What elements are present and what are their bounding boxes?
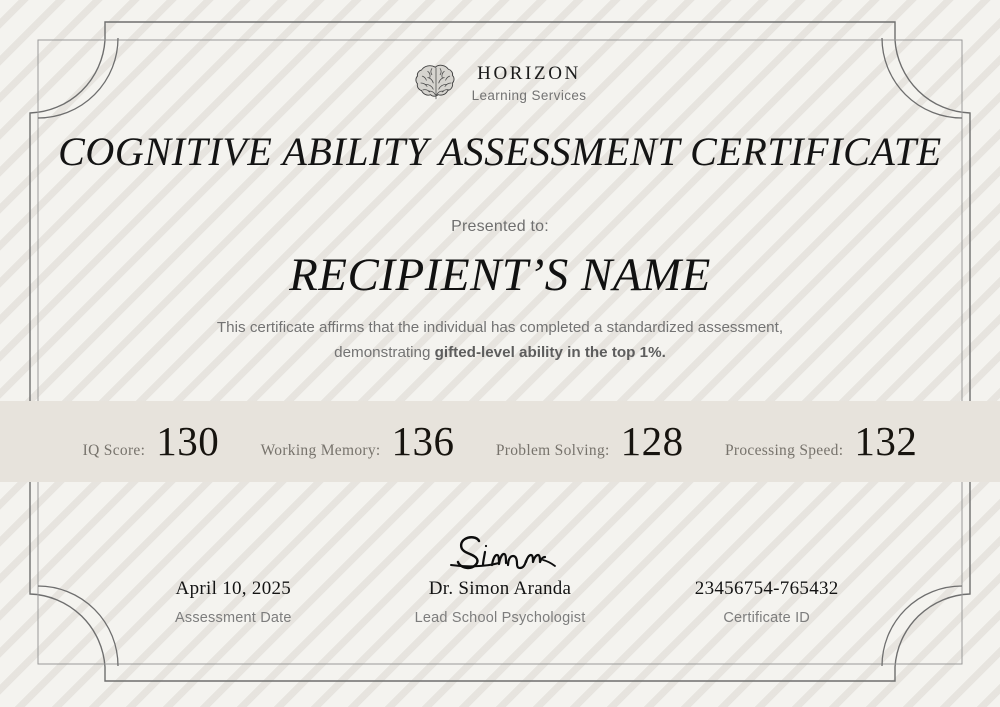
score-item-iq (62, 418, 240, 464)
certificate-id-value: 23456754-765432 (694, 578, 839, 599)
assessment-date-caption: Assessment Date (175, 610, 292, 626)
footer-assessment-date (100, 530, 367, 626)
footer-certificate-id (633, 530, 900, 626)
signature-icon (435, 532, 565, 578)
statement-line-1: This certificate affirms that the individual has completed a standardized assessment, (216, 319, 784, 336)
statement-highlight: gifted-level ability in the top 1%. (434, 344, 666, 361)
score-value: 128 (620, 418, 684, 464)
score-label: Problem Solving: (495, 442, 610, 459)
score-value: 130 (156, 418, 220, 464)
score-label: Processing Speed: (725, 442, 844, 459)
brand-logo-block (0, 62, 1000, 104)
presented-to-label: Presented to: (451, 218, 549, 235)
certificate-statement (150, 315, 850, 365)
score-label: Working Memory: (260, 442, 381, 459)
statement-line-2-prefix: demonstrating (334, 344, 435, 361)
score-item-working-memory (240, 418, 475, 464)
certificate-id-caption: Certificate ID (723, 610, 810, 626)
score-band (0, 401, 1000, 482)
score-item-problem-solving (475, 418, 704, 464)
brain-icon (414, 62, 458, 104)
certificate-title: COGNITIVE ABILITY ASSESSMENT CERTIFICATE (58, 129, 942, 174)
score-item-processing-speed (704, 418, 938, 464)
certificate-footer (0, 530, 1000, 626)
assessment-date-value: April 10, 2025 (175, 578, 292, 599)
signatory-name: Dr. Simon Aranda (428, 578, 572, 599)
brand-name: HORIZON (477, 62, 581, 84)
footer-signatory (367, 530, 634, 626)
score-value: 132 (854, 418, 918, 464)
score-label: IQ Score: (82, 442, 146, 459)
recipient-name: RECIPIENT’S NAME (289, 249, 711, 301)
score-value: 136 (391, 418, 455, 464)
signatory-title: Lead School Psychologist (414, 610, 586, 626)
brand-tagline: Learning Services (471, 87, 587, 103)
